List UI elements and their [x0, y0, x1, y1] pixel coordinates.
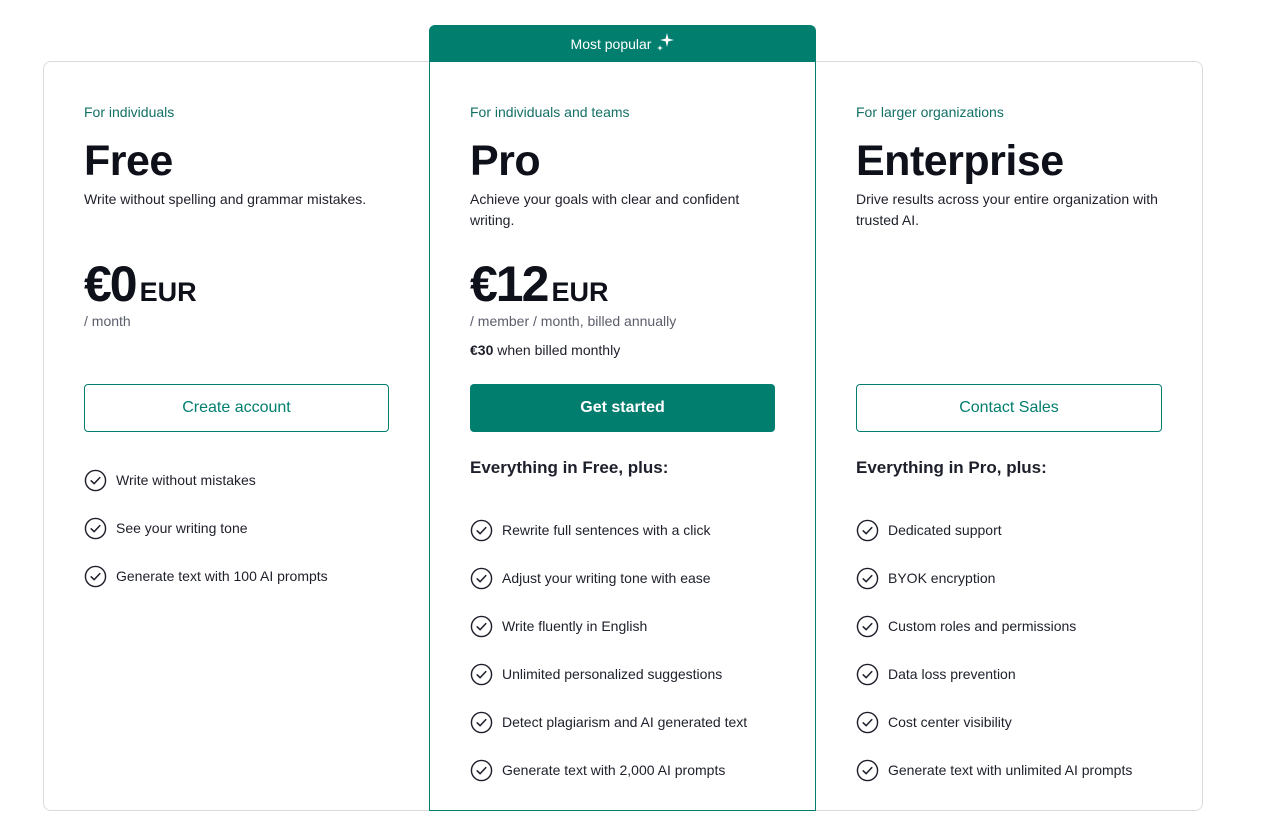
price-period: / member / month, billed annually — [470, 313, 677, 329]
plan-price — [470, 257, 608, 311]
price-amount: €0 — [84, 256, 136, 312]
plan-name: Enterprise — [856, 137, 1064, 185]
feature-item — [856, 506, 1132, 554]
feature-item — [856, 554, 1132, 602]
plan-name: Pro — [470, 137, 541, 185]
plan-name: Free — [84, 137, 173, 185]
feature-item — [856, 746, 1132, 794]
plan-description: Drive results across your entire organization with trusted AI. — [856, 191, 1158, 228]
price-period: / month — [84, 313, 131, 329]
feature-label: Dedicated support — [888, 522, 1002, 538]
check-circle-icon — [856, 519, 879, 542]
price-currency: EUR — [551, 277, 609, 307]
plan-audience: For individuals — [84, 104, 175, 120]
plan-description: Achieve your goals with clear and confident writing. — [470, 191, 740, 228]
feature-label: Rewrite full sentences with a click — [502, 522, 711, 538]
feature-label: Adjust your writing tone with ease — [502, 570, 711, 586]
feature-item — [470, 698, 747, 746]
check-circle-icon — [856, 615, 879, 638]
feature-label: Detect plagiarism and AI generated text — [502, 714, 748, 730]
feature-item — [856, 698, 1132, 746]
contact-sales-button[interactable]: Contact Sales — [856, 384, 1162, 432]
feature-item — [84, 552, 328, 600]
feature-label: Generate text with 100 AI prompts — [116, 568, 328, 584]
price-currency: EUR — [139, 277, 197, 307]
monthly-price: €30 — [470, 342, 494, 358]
price-amount: €12 — [470, 256, 548, 312]
feature-label: Unlimited personalized suggestions — [502, 666, 723, 682]
features-heading: Everything in Free, plus: — [470, 458, 669, 477]
features-heading: Everything in Pro, plus: — [856, 458, 1047, 477]
check-circle-icon — [470, 567, 493, 590]
most-popular-label: Most popular — [570, 35, 652, 52]
check-circle-icon — [470, 519, 493, 542]
check-circle-icon — [470, 615, 493, 638]
feature-label: Write without mistakes — [116, 472, 256, 488]
feature-list — [470, 506, 747, 794]
create-account-button[interactable]: Create account — [84, 384, 389, 432]
feature-label: Generate text with 2,000 AI prompts — [502, 762, 726, 778]
most-popular-banner — [429, 25, 816, 62]
check-circle-icon — [84, 565, 107, 588]
feature-item — [84, 504, 328, 552]
check-circle-icon — [470, 711, 493, 734]
feature-item — [470, 650, 747, 698]
check-circle-icon — [856, 711, 879, 734]
check-circle-icon — [856, 759, 879, 782]
sparkle-icon — [656, 32, 674, 52]
feature-item — [856, 602, 1132, 650]
check-circle-icon — [856, 567, 879, 590]
plan-price — [84, 257, 197, 311]
feature-label: Write fluently in English — [502, 618, 648, 634]
plan-audience: For individuals and teams — [470, 104, 630, 120]
check-circle-icon — [84, 469, 107, 492]
feature-item — [470, 602, 747, 650]
feature-label: Cost center visibility — [888, 714, 1012, 730]
monthly-price-text: when billed monthly — [493, 342, 621, 358]
get-started-button[interactable]: Get started — [470, 384, 775, 432]
feature-label: Custom roles and permissions — [888, 618, 1077, 634]
feature-label: See your writing tone — [116, 520, 248, 536]
feature-label: Generate text with unlimited AI prompts — [888, 762, 1133, 778]
check-circle-icon — [470, 663, 493, 686]
check-circle-icon — [470, 759, 493, 782]
monthly-price-note — [470, 342, 620, 358]
feature-list — [84, 456, 328, 600]
feature-item — [84, 456, 328, 504]
check-circle-icon — [84, 517, 107, 540]
plan-audience: For larger organizations — [856, 104, 1004, 120]
check-circle-icon — [856, 663, 879, 686]
feature-label: BYOK encryption — [888, 570, 996, 586]
feature-list — [856, 506, 1132, 794]
feature-item — [856, 650, 1132, 698]
feature-item — [470, 554, 747, 602]
feature-label: Data loss prevention — [888, 666, 1016, 682]
plan-description: Write without spelling and grammar mistakes. — [84, 191, 367, 207]
feature-item — [470, 506, 747, 554]
feature-item — [470, 746, 747, 794]
